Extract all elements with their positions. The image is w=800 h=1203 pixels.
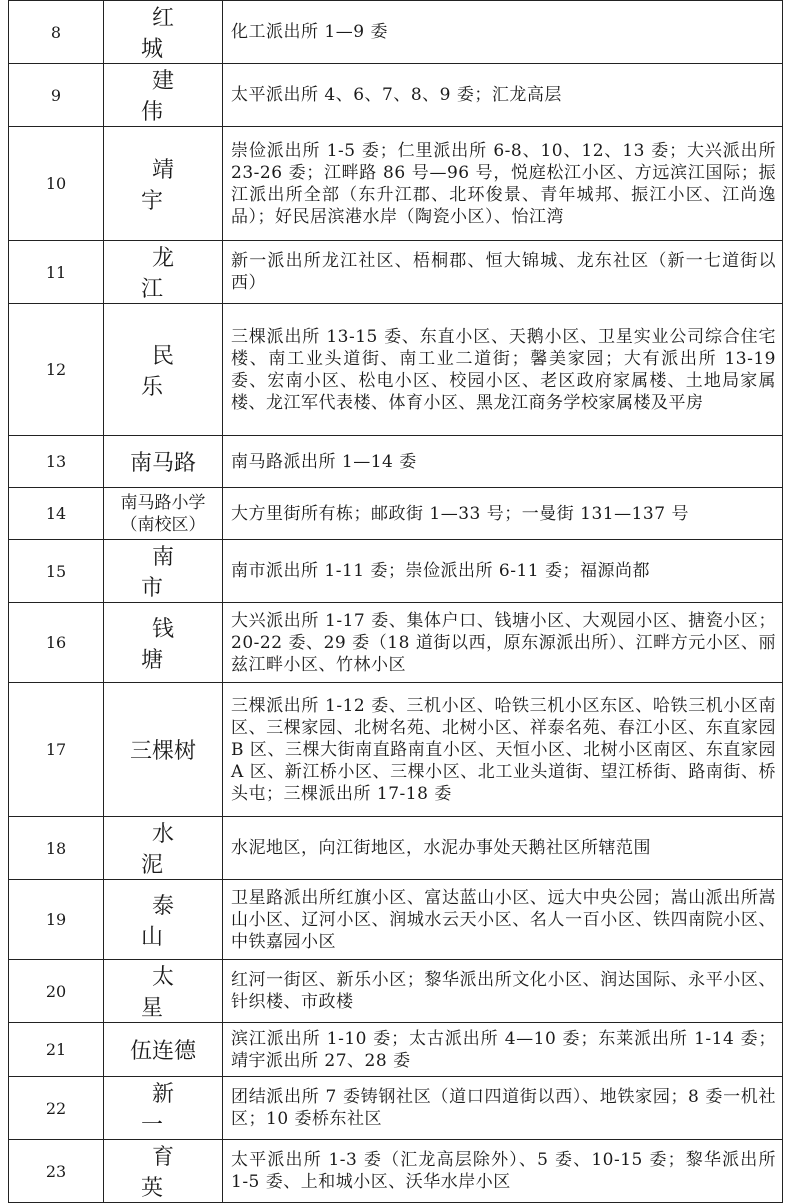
district-area: 太平派出所 1-3 委（汇龙高层除外）、5 委、10-15 委；黎华派出所 1-5 委、上和城小区、沃华水岸小区 xyxy=(223,1140,783,1203)
row-number: 17 xyxy=(9,683,104,817)
row-number: 11 xyxy=(9,241,104,304)
school-name: 龙 江 xyxy=(104,241,223,304)
row-number: 9 xyxy=(9,64,104,127)
table-row xyxy=(9,488,783,540)
school-name: 钱 塘 xyxy=(104,603,223,683)
table-row xyxy=(9,1140,783,1203)
table-row xyxy=(9,817,783,880)
row-number: 18 xyxy=(9,817,104,880)
district-area: 红河一街区、新乐小区；黎华派出所文化小区、润达国际、永平小区、针织楼、市政楼 xyxy=(223,960,783,1023)
district-area: 南马路派出所 1—14 委 xyxy=(223,436,783,488)
district-area: 大方里街所有栋；邮政街 1—33 号；一曼街 131—137 号 xyxy=(223,488,783,540)
district-area: 崇俭派出所 1-5 委；仁里派出所 6-8、10、12、13 委；大兴派出所 23-26 委；江畔路 86 号—96 号，悦庭松江小区、方远滨江国际；振江派出所全部（东升江郡、北环俊景、青年城邦、振江小区、江尚逸品）；好民居滨港水岸（陶瓷小区）、怡江湾 xyxy=(223,127,783,241)
school-name: 泰 山 xyxy=(104,880,223,960)
row-number: 23 xyxy=(9,1140,104,1203)
table-row xyxy=(9,436,783,488)
table-row xyxy=(9,64,783,127)
row-number: 13 xyxy=(9,436,104,488)
table-row xyxy=(9,1077,783,1140)
table-row xyxy=(9,683,783,817)
school-name: 红 城 xyxy=(104,1,223,64)
row-number: 12 xyxy=(9,304,104,436)
district-area: 太平派出所 4、6、7、8、9 委；汇龙高层 xyxy=(223,64,783,127)
table-row xyxy=(9,880,783,960)
row-number: 8 xyxy=(9,1,104,64)
school-name: 南马路 xyxy=(104,436,223,488)
table-row xyxy=(9,241,783,304)
table-row xyxy=(9,127,783,241)
school-name: 建 伟 xyxy=(104,64,223,127)
table-row xyxy=(9,1023,783,1077)
table-row xyxy=(9,1,783,64)
school-name: 南 市 xyxy=(104,540,223,603)
row-number: 14 xyxy=(9,488,104,540)
district-area: 南市派出所 1-11 委；崇俭派出所 6-11 委；福源尚都 xyxy=(223,540,783,603)
row-number: 16 xyxy=(9,603,104,683)
school-name: 新 一 xyxy=(104,1077,223,1140)
school-name: 伍连德 xyxy=(104,1023,223,1077)
row-number: 19 xyxy=(9,880,104,960)
table-row xyxy=(9,304,783,436)
school-name: 三棵树 xyxy=(104,683,223,817)
row-number: 22 xyxy=(9,1077,104,1140)
school-name: 太 星 xyxy=(104,960,223,1023)
school-district-table xyxy=(8,0,783,1203)
row-number: 21 xyxy=(9,1023,104,1077)
school-name: 育 英 xyxy=(104,1140,223,1203)
district-area: 化工派出所 1—9 委 xyxy=(223,1,783,64)
district-area: 水泥地区，向江街地区，水泥办事处天鹅社区所辖范围 xyxy=(223,817,783,880)
table-row xyxy=(9,603,783,683)
district-area: 团结派出所 7 委铸钢社区（道口四道街以西）、地铁家园；8 委一机社区；10 委桥东社区 xyxy=(223,1077,783,1140)
district-area: 三棵派出所 1-12 委、三机小区、哈铁三机小区东区、哈铁三机小区南区、三棵家园、北树名苑、北树小区、祥泰名苑、春江小区、东直家园 B 区、三棵大街南直路南直小区、天恒小区、北树小区南区、东直家园 A 区、新江桥小区、三棵小区、北工业头道街、望江桥街、路南街、桥头屯；三棵派出所 17-18 委 xyxy=(223,683,783,817)
district-area: 新一派出所龙江社区、梧桐郡、恒大锦城、龙东社区（新一七道街以西） xyxy=(223,241,783,304)
table-row xyxy=(9,960,783,1023)
district-area: 三棵派出所 13-15 委、东直小区、天鹅小区、卫星实业公司综合住宅楼、南工业头道街、南工业二道街；馨美家园；大有派出所 13-19 委、宏南小区、松电小区、校园小区、老区政府家属楼、土地局家属楼、龙江军代表楼、体育小区、黑龙江商务学校家属楼及平房 xyxy=(223,304,783,436)
row-number: 10 xyxy=(9,127,104,241)
school-name: 靖 宇 xyxy=(104,127,223,241)
district-area: 卫星路派出所红旗小区、富达蓝山小区、远大中央公园；嵩山派出所嵩山小区、辽河小区、润城水云天小区、名人一百小区、铁四南院小区、中铁嘉园小区 xyxy=(223,880,783,960)
row-number: 15 xyxy=(9,540,104,603)
school-name: 南马路小学（南校区） xyxy=(104,488,223,540)
document-page xyxy=(8,0,782,1201)
district-area: 大兴派出所 1-17 委、集体户口、钱塘小区、大观园小区、搪瓷小区；20-22 委、29 委（18 道街以西，原东源派出所）、江畔方元小区、丽兹江畔小区、竹林小区 xyxy=(223,603,783,683)
row-number: 20 xyxy=(9,960,104,1023)
school-name: 民 乐 xyxy=(104,304,223,436)
school-name: 水 泥 xyxy=(104,817,223,880)
district-area: 滨江派出所 1-10 委；太古派出所 4—10 委；东莱派出所 1-14 委；靖宇派出所 27、28 委 xyxy=(223,1023,783,1077)
table-row xyxy=(9,540,783,603)
